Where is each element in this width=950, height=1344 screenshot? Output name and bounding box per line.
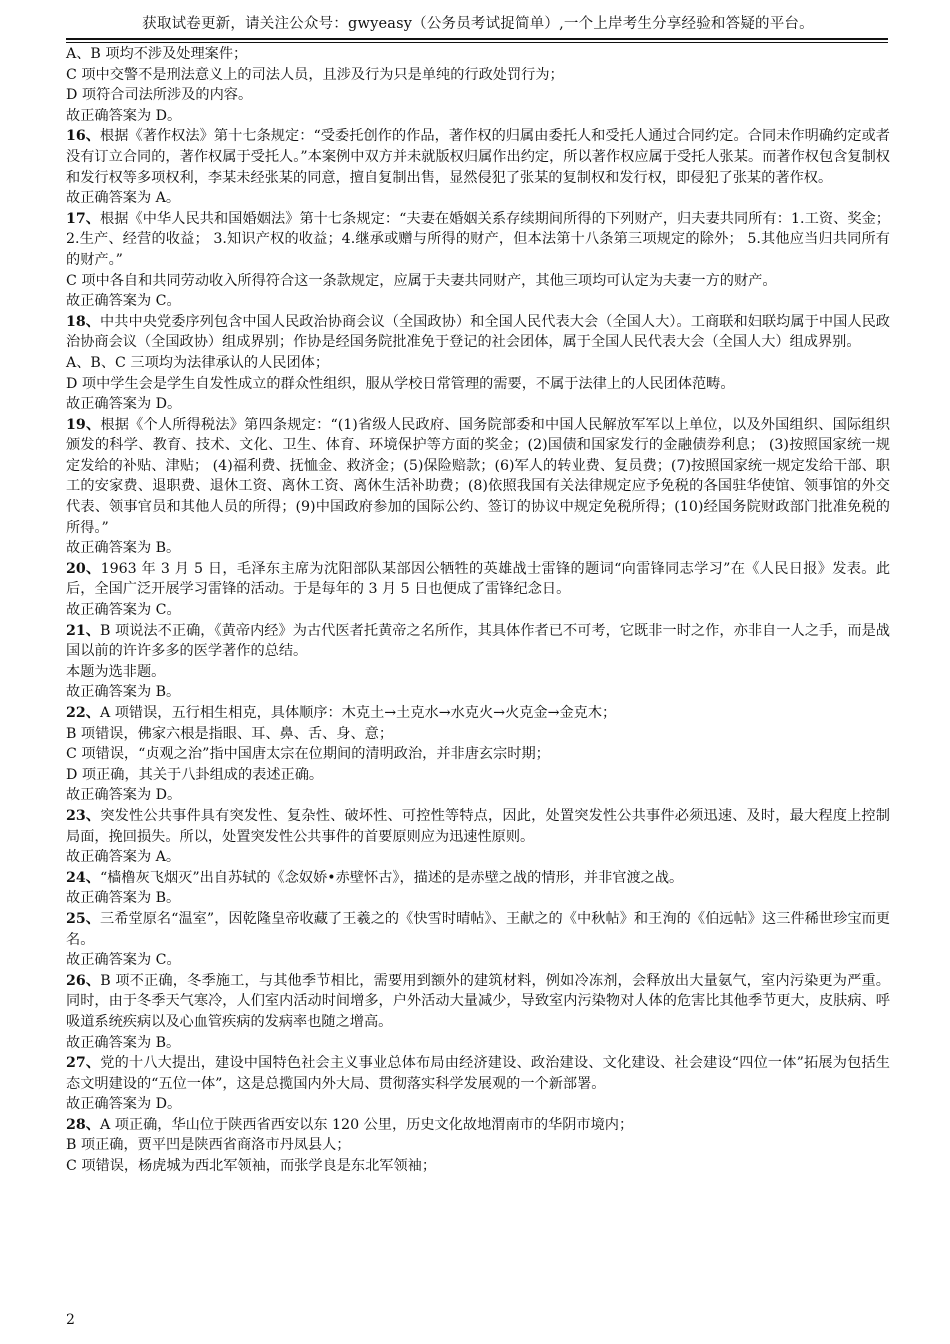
paragraph-text: 故正确答案为 A。 [66,190,181,207]
paragraph-text: 根据《个人所得税法》第四条规定：“(1)省级人民政府、国务院部委和中国人民解放军军以上单位，以及外国组织、国际组织颁发的科学、教育、技术、文化、卫生、体育、环境保护等方面的奖金；(2)国债和国家发行的金融债券利息； (3)按照国家统一规定发给的补贴、津贴； (4)福利费、抚恤金、救济金；(5)保险赔款；(6)军人的转业费、复员费；(7)按照国家统一规定发给干部、职工的安家费、退职费、退休工资、离休工资、离休生活补助费；(8)依照我国有关法律规定应予免税的各国驻华使馆、领事馆的外交代表、领事官员和其他人员的所得；(9)中国政府参加的国际公约、签订的协议中规定免税所得；(10)经国务院财政部门批准免税的所得。” [66,416,890,536]
paragraph-text: 1963 年 3 月 5 日，毛泽东主席为沈阳部队某部因公牺牲的英雄战士雷锋的题词“向雷锋同志学习”在《人民日报》发表。此后，全国广泛开展学习雷锋的活动。于是每年的 3 月 5 日也便成了雷锋纪念日。 [66,560,891,598]
question-number: 26、 [66,972,101,989]
paragraph-text: 中共中央党委序列包含中国人民政治协商会议（全国政协）和全国人民代表大会（全国人大）。工商联和妇联均属于中国人民政治协商会议（全国政协）组成界别；作协是经国务院批准免于登记的社会团体，属于全国人民代表大会（全国人大）组成界别。 [66,313,890,351]
paragraph-text: 故正确答案为 D。 [66,396,182,413]
paragraph-text: 故正确答案为 C。 [66,602,181,619]
paragraph-text: A、B 项均不涉及处理案件； [66,46,248,62]
paragraph-text: 根据《中华人民共和国婚姻法》第十七条规定：“夫妻在婚姻关系存续期间所得的下列财产，归夫妻共同所有：1.工资、奖金； 2.生产、经营的收益； 3.知识产权的收益；4.继承或赠与所得的财产，但本法第十八条第三项规定的除外； 5.其他应当归共同所有的财产。” [66,210,890,268]
question-paragraph [66,312,890,353]
paragraph-text: “樯橹灰飞烟灭”出自苏轼的《念奴娇•赤壁怀古》，描述的是赤壁之战的情形，并非官渡之战。 [99,869,684,886]
paragraph-text: D 项中学生会是学生自发性成立的群众性组织，服从学校日常管理的需要，不属于法律上的人民团体范畴。 [66,375,735,392]
question-paragraph [66,1053,890,1094]
paragraph-text: B 项不正确，冬季施工，与其他季节相比，需要用到额外的建筑材料，例如冷冻剂，会释放出大量氨气，室内污染更为严重。同时，由于冬季天气寒冷，人们室内活动时间增多，户外活动大量减少，导致室内污染物对人体的危害比其他季节更大，皮肤病、呼吸道系统疾病以及心血管疾病的发病率也随之增高。 [66,972,890,1030]
paragraph-text: C 项错误，杨虎城为西北军领袖，而张学良是东北军领袖； [66,1158,437,1175]
paragraph-text: 本题为选非题。 [66,663,166,680]
question-paragraph [66,1115,890,1136]
paragraph-text: 故正确答案为 B。 [66,684,181,701]
text-line [66,847,890,868]
question-number: 16、 [66,128,101,145]
question-paragraph [66,703,890,724]
paragraph-text: C 项中各自和共同劳动收入所得符合这一条款规定，应属于夫妻共同财产，其他三项均可认定为夫妻一方的财产。 [66,272,777,289]
question-number: 18、 [66,313,101,330]
paragraph-text: 三希堂原名“温室”，因乾隆皇帝收藏了王羲之的《快雪时晴帖》、王献之的《中秋帖》和王洵的《伯远帖》这三件稀世珍宝而更名。 [66,910,890,948]
paragraph-text: A 项错误，五行相生相克，具体顺序：木克土→土克水→水克火→火克金→金克木； [99,705,617,721]
text-line [66,271,890,292]
paragraph-text: A 项正确，华山位于陕西省西安以东 120 公里，历史文化故地渭南市的华阴市境内； [99,1116,634,1133]
paragraph-text: D 项符合司法所涉及的内容。 [66,87,253,104]
paragraph-text: B 项错误，佛家六根是指眼、耳、鼻、舌、身、意； [66,725,394,742]
question-number: 27、 [66,1055,101,1072]
text-line [66,188,890,209]
text-line [66,44,890,65]
text-line [66,1156,890,1177]
question-number: 22、 [66,705,100,721]
text-line [66,888,890,909]
paragraph-text: 故正确答案为 C。 [66,293,181,310]
question-number: 21、 [66,622,100,639]
text-line [66,744,890,765]
header-rule-thick [66,38,888,40]
text-line [66,682,890,703]
question-paragraph [66,209,890,271]
text-line [66,1033,890,1054]
question-number: 25、 [66,910,101,927]
text-line [66,538,890,559]
text-line [66,291,890,312]
paragraph-text: 故正确答案为 D。 [66,1096,182,1113]
question-paragraph [66,621,890,662]
text-line [66,662,890,683]
text-line [66,950,890,971]
text-line [66,85,890,106]
paragraph-text: 故正确答案为 D。 [66,107,182,124]
paragraph-text: C 项错误，“贞观之治”指中国唐太宗在位期间的清明政治，并非唐玄宗时期； [66,746,550,763]
question-paragraph [66,971,890,1033]
paragraph-text: A、B、C 三项均为法律承认的人民团体； [66,354,330,371]
question-number: 24、 [66,869,100,886]
paragraph-text: D 项正确，其关于八卦组成的表述正确。 [66,766,324,783]
question-paragraph [66,806,890,847]
question-paragraph [66,126,890,188]
question-number: 23、 [66,807,101,824]
text-line [66,724,890,745]
text-line [66,1135,890,1156]
page-number: 2 [66,1312,75,1328]
text-line [66,374,890,395]
text-line [66,785,890,806]
question-paragraph [66,868,890,889]
paragraph-text: 故正确答案为 B。 [66,540,181,557]
paragraph-text: B 项正确，贾平凹是陕西省商洛市丹凤县人； [66,1137,351,1154]
text-line [66,600,890,621]
text-line [66,1094,890,1115]
paragraph-text: 故正确答案为 B。 [66,1034,181,1051]
header-rule-thin [66,42,888,43]
text-line [66,394,890,415]
paragraph-text: 故正确答案为 B。 [66,890,181,907]
paragraph-text: 根据《著作权法》第十七条规定：“受委托创作的作品，著作权的归属由委托人和受托人通过合同约定。合同未作明确约定或者没有订立合同的，著作权属于受托人。”本案例中双方并未就版权归属作出约定，所以著作权应属于受托人张某。而著作权包含复制权和发行权等多项权利，李某未经张某的同意，擅自复制出售，显然侵犯了张某的复制权和发行权，即侵犯了张某的著作权。 [66,128,890,186]
question-paragraph [66,909,890,950]
paragraph-text: C 项中交警不是刑法意义上的司法人员，且涉及行为只是单纯的行政处罚行为； [66,66,564,83]
question-number: 20、 [66,560,101,577]
text-line [66,353,890,374]
text-line [66,765,890,786]
document-body [66,44,890,1177]
paragraph-text: B 项说法不正确，《黄帝内经》为古代医者托黄帝之名所作，其具体作者已不可考，它既非一时之作，亦非自一人之手，而是战国以前的许许多多的医学著作的总结。 [66,622,890,660]
question-number: 28、 [66,1116,100,1133]
text-line [66,65,890,86]
question-paragraph [66,559,890,600]
paragraph-text: 党的十八大提出，建设中国特色社会主义事业总体布局由经济建设、政治建设、文化建设、社会建设“四位一体”拓展为包括生态文明建设的“五位一体”，这是总揽国内外大局、贯彻落实科学发展观的一个新部署。 [66,1055,890,1092]
question-paragraph [66,415,890,539]
paragraph-text: 故正确答案为 A。 [66,849,181,866]
question-number: 19、 [66,416,101,433]
paragraph-text: 突发性公共事件具有突发性、复杂性、破坏性、可控性等特点，因此，处置突发性公共事件必须迅速、及时，最大程度上控制局面，挽回损失。所以，处置突发性公共事件的首要原则应为迅速性原则。 [66,807,890,845]
text-line [66,106,890,127]
paragraph-text: 故正确答案为 C。 [66,952,181,969]
paragraph-text: 故正确答案为 D。 [66,787,182,804]
page-header: 获取试卷更新，请关注公众号：gwyeasy（公务员考试捉简单）,一个上岸考生分享经验和答疑的平台。 [142,16,814,32]
question-number: 17、 [66,210,101,227]
